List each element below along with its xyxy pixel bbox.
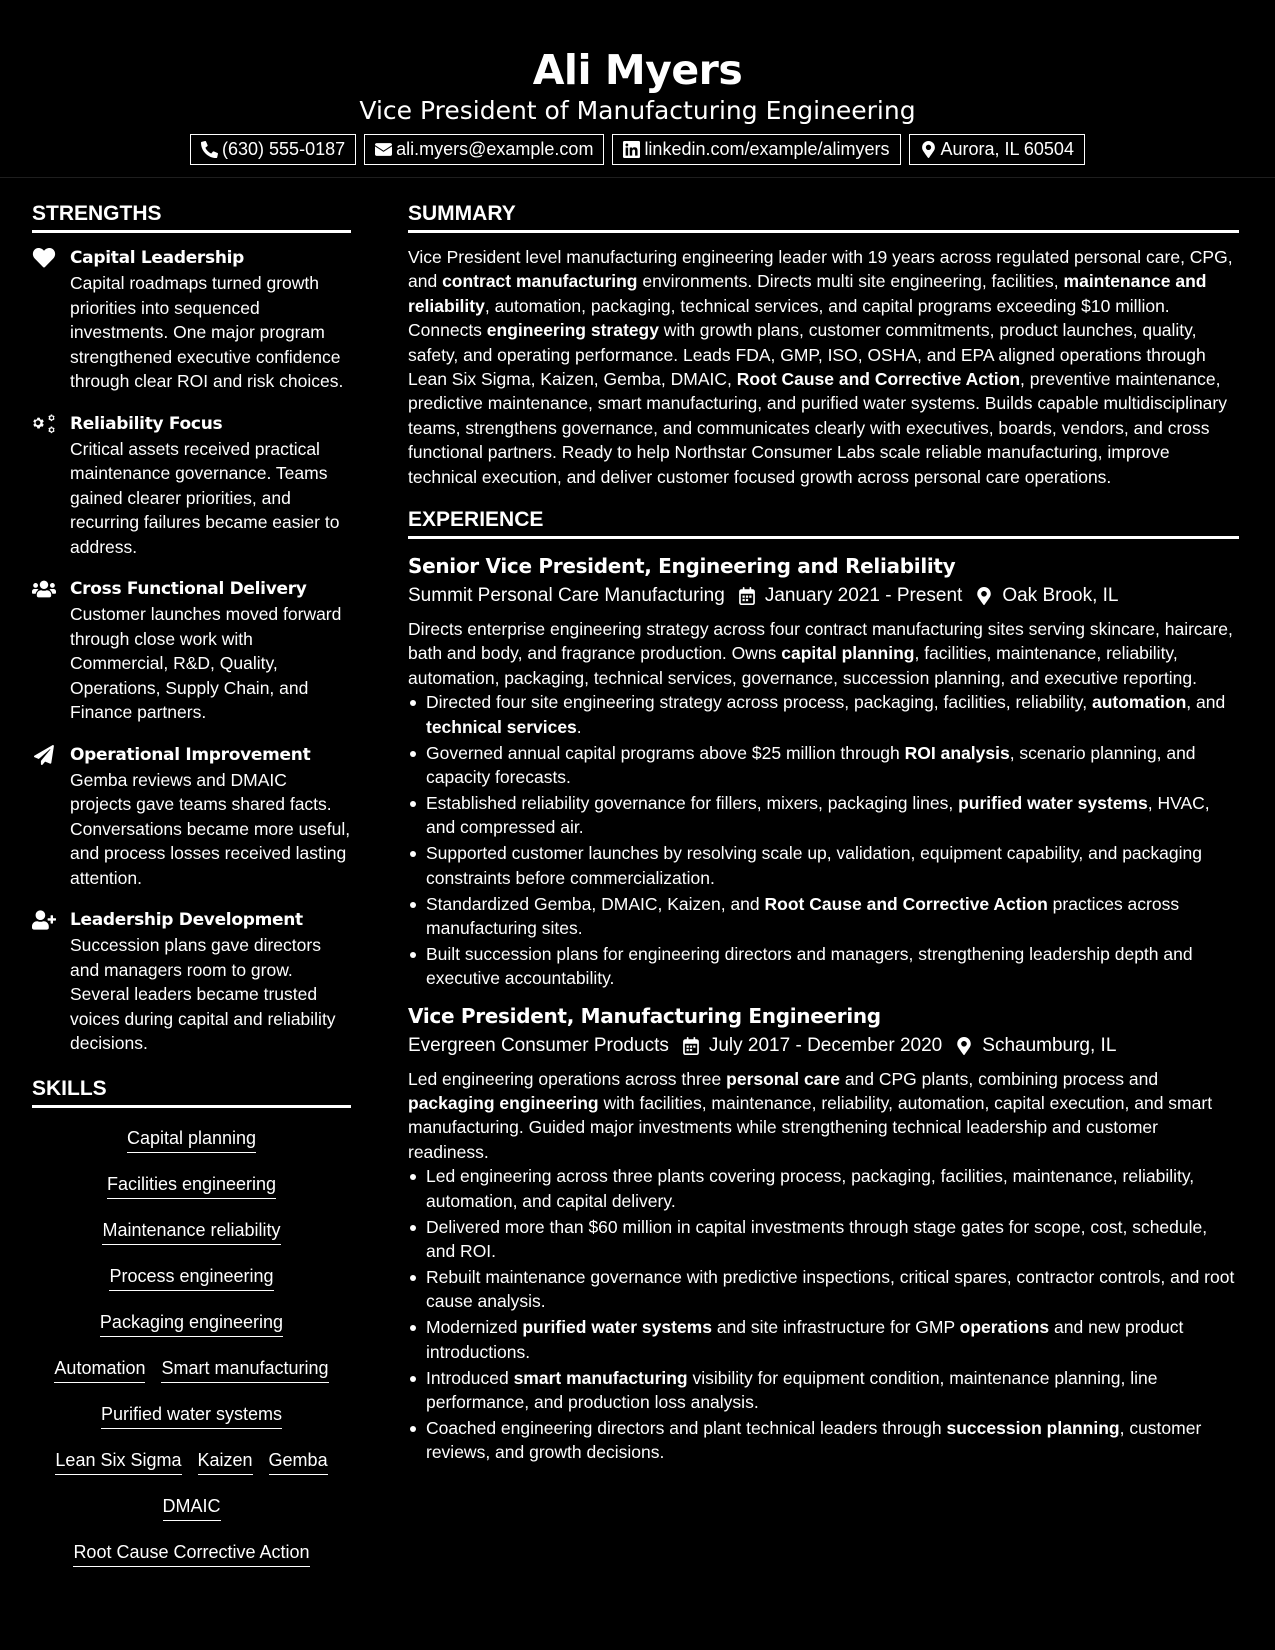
location-icon: [975, 587, 993, 605]
candidate-name: Ali Myers: [532, 46, 743, 94]
calendar-icon: [682, 1037, 700, 1055]
skill-tag: Lean Six Sigma: [55, 1448, 181, 1475]
envelope-icon: [375, 141, 392, 158]
skill-tag: Process engineering: [109, 1264, 273, 1291]
job-company: Evergreen Consumer Products: [408, 1034, 669, 1056]
bullet-item: [408, 1215, 1239, 1264]
text-run: environments. Directs multi site engineering, facilities,: [637, 271, 1064, 292]
text-run: and new product introductions.: [426, 1317, 1184, 1362]
job-title: Senior Vice President, Engineering and Reliability: [408, 554, 956, 579]
text-run: Introduced: [426, 1367, 514, 1388]
bullet-item: [408, 741, 1239, 790]
text-run: Delivered more than $60 million in capital investments through stage gates for scope, cost, schedule, and ROI.: [426, 1216, 1208, 1261]
text-run: Established reliability governance for fillers, mixers, packaging lines,: [426, 792, 959, 813]
strength-item: [32, 742, 351, 891]
skill-tag: Maintenance reliability: [102, 1218, 280, 1245]
job-description: [408, 617, 1239, 690]
summary-heading: SUMMARY: [408, 199, 1239, 233]
contact-linkedin[interactable]: [612, 134, 900, 165]
bold-text: smart manufacturing: [513, 1367, 688, 1388]
strengths-heading: STRENGTHS: [32, 199, 351, 233]
job-company: Summit Personal Care Manufacturing: [408, 585, 725, 607]
text-run: with growth plans, customer commitments, product launches, quality, safety, and operating performance. Leads FDA, GMP, ISO, OSHA, and EPA aligned operations through Lean Six Sigma, Kaizen, Gemba, DMAIC,: [408, 320, 1206, 390]
text-run: , scenario planning, and capacity forecasts.: [426, 742, 1196, 787]
job-description: [408, 1067, 1239, 1165]
text-run: Vice President level manufacturing engineering leader with 19 years across regulated personal care, CPG, and: [408, 247, 1233, 292]
skill-tag: Root Cause Corrective Action: [73, 1540, 309, 1567]
contact-bar: [0, 134, 1275, 165]
text-run: Governed annual capital programs above $25 million through: [426, 742, 905, 763]
bold-text: engineering strategy: [486, 320, 659, 341]
experience-heading: EXPERIENCE: [408, 505, 1239, 539]
right-column: [408, 199, 1239, 1466]
strength-body: Gemba reviews and DMAIC projects gave teams shared facts. Conversations became more useful, and process losses received lasting attention.: [70, 769, 351, 888]
skill-tag: Capital planning: [127, 1126, 256, 1153]
bullet-item: [408, 841, 1239, 890]
heart-icon: [32, 248, 56, 268]
job-bullets: [408, 1164, 1239, 1464]
skill-tag: Kaizen: [198, 1448, 253, 1475]
skill-tag: Facilities engineering: [107, 1172, 276, 1199]
strength-body: Customer launches moved forward through close work with Commercial, R&D, Quality, Operations, Supply Chain, and Finance partners.: [70, 604, 342, 722]
text-run: , preventive maintenance, predictive maintenance, smart manufacturing, and purified water systems. Builds capable multidisciplinary teams, strengthens governance, and communicates clearly with executives, boards, vendors, and cross functional partners. Ready to help Northstar Consumer Labs scale reliable manufacturing, improve technical execution, and deliver customer focused growth across personal care operations.: [408, 369, 1227, 487]
strength-title: Cross Functional Delivery: [70, 579, 307, 599]
linkedin-icon: [623, 141, 640, 158]
text-run: and site infrastructure for GMP: [711, 1317, 960, 1338]
text-run: Led engineering across three plants covering process, packaging, facilities, maintenance, reliability, automation, and capital delivery.: [426, 1166, 1195, 1211]
bullet-item: [408, 1265, 1239, 1314]
bullet-item: [408, 1315, 1239, 1364]
job-meta: [408, 581, 1239, 611]
user-plus-icon: [32, 910, 56, 930]
strength-item: [32, 411, 351, 560]
bullet-item: [408, 791, 1239, 840]
strength-body: Capital roadmaps turned growth priorities into sequenced investments. One major program strengthened executive confidence through clear ROI and risk choices.: [70, 273, 344, 391]
strength-title: Capital Leadership: [70, 248, 245, 268]
text-run: Rebuilt maintenance governance with predictive inspections, critical spares, contractor controls, and root cause analysis.: [426, 1266, 1235, 1312]
experience-section: [408, 505, 1239, 1465]
text-run: Directed four site engineering strategy across process, packaging, facilities, reliability,: [426, 692, 1092, 713]
bold-text: ROI analysis: [904, 742, 1010, 763]
skills-heading: SKILLS: [32, 1074, 351, 1108]
job-bullets: [408, 690, 1239, 990]
job-location: Schaumburg, IL: [982, 1034, 1117, 1056]
bold-text: purified water systems: [958, 792, 1148, 813]
strength-title: Leadership Development: [70, 910, 303, 930]
text-run: and CPG plants, combining process and: [839, 1068, 1159, 1089]
text-run: , customer reviews, and growth decisions.: [426, 1417, 1202, 1463]
bold-text: operations: [959, 1317, 1050, 1338]
bold-text: Root Cause and Corrective Action: [764, 893, 1048, 914]
job-dates: January 2021 - Present: [764, 585, 963, 607]
bullet-item: [408, 1366, 1239, 1415]
strength-item: [32, 576, 351, 725]
job-location: Oak Brook, IL: [1002, 585, 1119, 607]
bullet-item: [408, 690, 1239, 739]
bullet-item: [408, 1164, 1239, 1213]
job-dates: July 2017 - December 2020: [708, 1034, 943, 1056]
text-run: Coached engineering directors and plant technical leaders through: [426, 1417, 947, 1438]
text-run: , HVAC, and compressed air.: [426, 792, 1210, 838]
strength-body: Succession plans gave directors and managers room to grow. Several leaders became trusted voices during capital and reliability decisions.: [70, 935, 336, 1053]
text-run: , and: [1186, 692, 1226, 713]
location-icon: [955, 1037, 973, 1055]
text-run: Built succession plans for engineering directors and managers, strengthening leadership depth and executive accountability.: [426, 943, 1193, 989]
bullet-item: [408, 892, 1239, 941]
resume-header: [0, 0, 1275, 178]
bold-text: maintenance and reliability: [408, 271, 1207, 316]
bold-text: packaging engineering: [408, 1093, 599, 1114]
text-run: , automation, packaging, technical services, and capital programs exceeding $10 million. Connects: [408, 295, 1170, 341]
bold-text: automation: [1091, 692, 1187, 713]
contact-location-text: Aurora, IL 60504: [940, 139, 1074, 159]
text-run: Supported customer launches by resolving scale up, validation, equipment capability, and packaging constraints before commercialization.: [426, 843, 1202, 888]
contact-email-text: ali.myers@example.com: [396, 139, 594, 159]
skills-list: [32, 1120, 351, 1580]
location-icon: [920, 141, 937, 158]
bold-text: purified water systems: [522, 1317, 712, 1338]
text-run: visibility for equipment condition, maintenance planning, line performance, and production loss analysis.: [426, 1367, 1158, 1412]
calendar-icon: [738, 587, 756, 605]
job-entry: [408, 551, 1239, 991]
job-title: Vice President, Manufacturing Engineering: [408, 1003, 881, 1028]
phone-icon: [201, 141, 218, 158]
job-entry: [408, 1001, 1239, 1465]
bold-text: Root Cause and Corrective Action: [736, 369, 1021, 390]
candidate-title: Vice President of Manufacturing Engineering: [359, 96, 916, 125]
strengths-section: [32, 199, 351, 1056]
skills-section: [32, 1074, 351, 1580]
text-run: Directs enterprise engineering strategy across four contract manufacturing sites serving skincare, haircare, bath and body, and fragrance production. Owns: [408, 619, 1233, 664]
bold-text: succession planning: [946, 1417, 1120, 1438]
skill-tag: Automation: [54, 1356, 145, 1383]
contact-linkedin-text: linkedin.com/example/alimyers: [644, 139, 890, 159]
strength-body: Critical assets received practical maintenance governance. Teams gained clearer priorities, and recurring failures became easier to address.: [70, 438, 340, 557]
text-run: Led engineering operations across three: [408, 1068, 727, 1089]
skill-tag: Gemba: [269, 1448, 328, 1475]
bold-text: capital planning: [781, 643, 915, 664]
paper-plane-icon: [32, 745, 56, 765]
bold-text: contract manufacturing: [442, 271, 638, 292]
contact-location[interactable]: [909, 134, 1085, 165]
bullet-item: [408, 1416, 1239, 1465]
text-run: practices across manufacturing sites.: [426, 893, 1180, 938]
summary-text: [408, 245, 1239, 489]
skill-tag: DMAIC: [163, 1494, 221, 1521]
text-run: , facilities, maintenance, reliability, automation, packaging, technical services, governance, succession planning, and executive reporting.: [408, 643, 1197, 688]
contact-email[interactable]: [364, 134, 604, 165]
bold-text: personal care: [726, 1068, 840, 1089]
skill-tag: Packaging engineering: [100, 1310, 283, 1337]
users-icon: [32, 579, 56, 599]
skill-tag: Purified water systems: [101, 1402, 282, 1429]
bold-text: technical services: [426, 716, 577, 737]
bullet-item: [408, 942, 1239, 991]
text-run: .: [576, 716, 582, 737]
contact-phone[interactable]: [190, 134, 356, 165]
text-run: with facilities, maintenance, reliability, automation, capital execution, and smart manufacturing. Guided major investments while strengthening technical leadership and customer readiness.: [408, 1093, 1213, 1162]
text-run: Standardized Gemba, DMAIC, Kaizen, and: [426, 893, 765, 914]
strength-item: [32, 907, 351, 1056]
strength-title: Operational Improvement: [70, 744, 311, 765]
skill-tag: Smart manufacturing: [161, 1356, 328, 1383]
strength-item: [32, 245, 351, 394]
left-column: [32, 199, 351, 1580]
text-run: Modernized: [426, 1317, 523, 1338]
summary-section: [408, 199, 1239, 489]
contact-phone-text: (630) 555-0187: [222, 139, 346, 159]
job-meta: [408, 1031, 1239, 1061]
strength-title: Reliability Focus: [70, 413, 223, 434]
gears-icon: [32, 414, 56, 434]
